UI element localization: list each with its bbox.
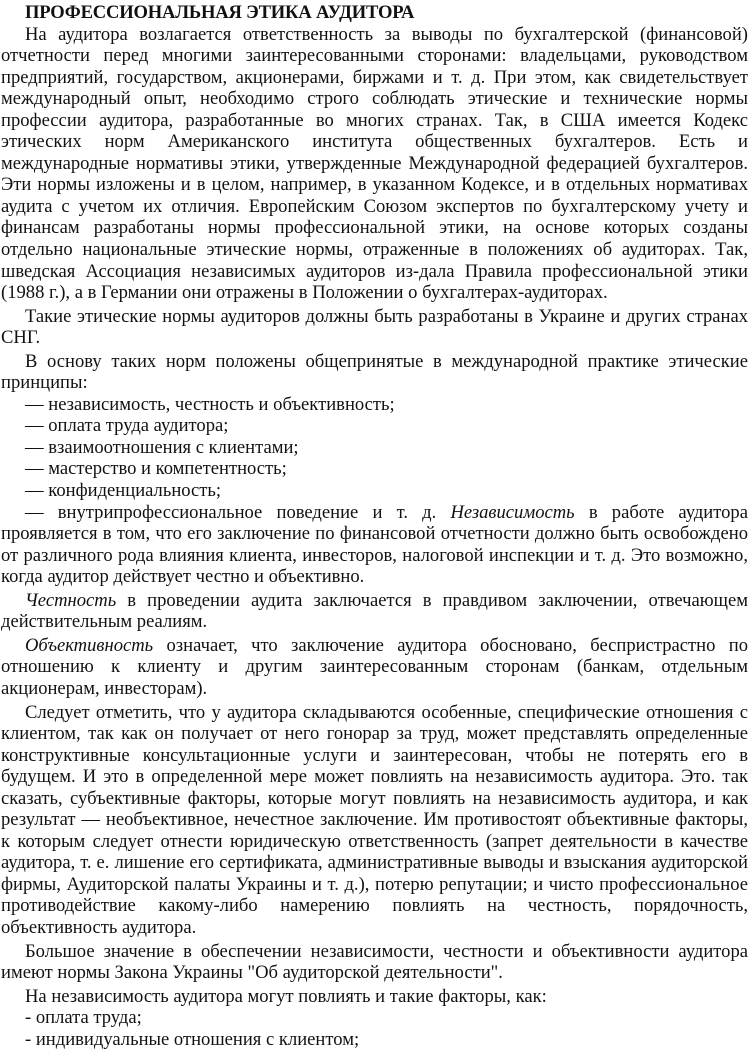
paragraph-law: Большое значение в обеспечении независимости, честности и объективности аудитора имеют нормы Закона Украины "Об аудиторской деятельности". — [1, 940, 748, 984]
principle-item: — взаимоотношения с клиентами; — [25, 436, 299, 458]
independence-text: в работе аудитора проявляется в том, что его заключение по финансовой отчетности должно быть освобождено от различного рода влияния клиента, инвесторов, налоговой инспекции и т. д. Это возможно, когда аудитор действует честно и объективно. — [1, 501, 748, 588]
factor-item: - индивидуальные отношения с клиентом; — [25, 1028, 360, 1050]
factor-item: - оплата труда; — [25, 1007, 142, 1029]
paragraph-intro: На аудитора возлагается ответственность за выводы по бухгалтерской (финансовой) отчетности перед многими заинтересованными сторонами: владельцами, руководством предприятий, государством, акционерами, биржами и т. д. При этом, как свидетельствует международный опыт, необходимо строго соблюдать этические и технические нормы профессии аудитора, разработанные во многих странах. Так, в США имеется Кодекс этических норм Американского института общественных бухгалтеров. Есть и международные нормативы этики, утвержденные Международной федерацией бухгалтеров. Эти нормы изложены и в целом, например, в указанном Кодексе, и в отдельных нормативах аудита с учетом их отличия. Европейским Союзом экспертов по бухгалтерскому учету и финансам разработаны нормы профессиональной этики, на основе которых созданы отдельно национальные этические нормы, отраженные в положениях об аудиторах. Так, шведская Ассоциация независимых аудиторов из-дала Правила профессиональной этики (1988 г.), а в Германии они отражены в Положении о бухгалтерах-аудиторах. — [1, 23, 748, 304]
principle-item: — мастерство и компетентность; — [25, 458, 287, 480]
principle-item: — конфиденциальность; — [25, 480, 222, 502]
paragraph-client-relations: Следует отметить, что у аудитора складываются особенные, специфические отношения с клиентом, так как он получает от него гонорар за труд, может представлять определенные конструктивные консультационные услуги и заинтересован, чтобы не потерять его в будущем. И это в определенной мере может повлиять на независимость аудитора. Это. так сказать, субъективные факторы, которые могут повлиять на независимость аудитора, и как результат — необъективное, нечестное заключение. Им противостоят объективные факторы, к которым следует отнести юридическую ответственность (запрет деятельности в качестве аудитора, т. е. лишение его сертификата, административные выводы и взыскания аудиторской фирмы, Аудиторской палаты Украины и т. д.), потерю репутации; и чисто профессиональное противодействие какому-либо намерению повлиять на честность, порядочность, объективность аудитора. — [1, 701, 748, 938]
principle-item: — независимость, честность и объективность; — [25, 393, 395, 415]
term-honesty: Честность — [25, 589, 117, 611]
paragraph-factors-intro: На независимость аудитора могут повлиять и такие факторы, как: — [25, 985, 547, 1007]
paragraph-cis: Такие этические нормы аудиторов должны быть разработаны в Украине и других странах СНГ. — [1, 305, 748, 349]
term-objectivity: Объективность — [25, 634, 154, 656]
honesty-text: в проведении аудита заключается в правдивом заключении, отвечающем действительным реалиям. — [1, 589, 748, 633]
paragraph-objectivity — [1, 635, 748, 700]
principle-item: — оплата труда аудитора; — [25, 415, 229, 437]
paragraph-principles-intro: В основу таких норм положены общепринятые в международной практике этические принципы: — [1, 350, 748, 394]
term-independence: Независимость — [450, 501, 575, 523]
paragraph-independence — [1, 502, 748, 588]
page-title: ПРОФЕССИОНАЛЬНАЯ ЭТИКА АУДИТОРА — [25, 2, 415, 23]
objectivity-text: означает, что заключение аудитора обосновано, беспристрастно по отношению к клиенту и другим заинтересованным сторонам (банкам, отдельным акционерам, инвесторам). — [1, 634, 748, 699]
paragraph-honesty — [1, 590, 748, 633]
principle-item-last: — внутрипрофессиональное поведение и т. д. — [25, 501, 451, 523]
